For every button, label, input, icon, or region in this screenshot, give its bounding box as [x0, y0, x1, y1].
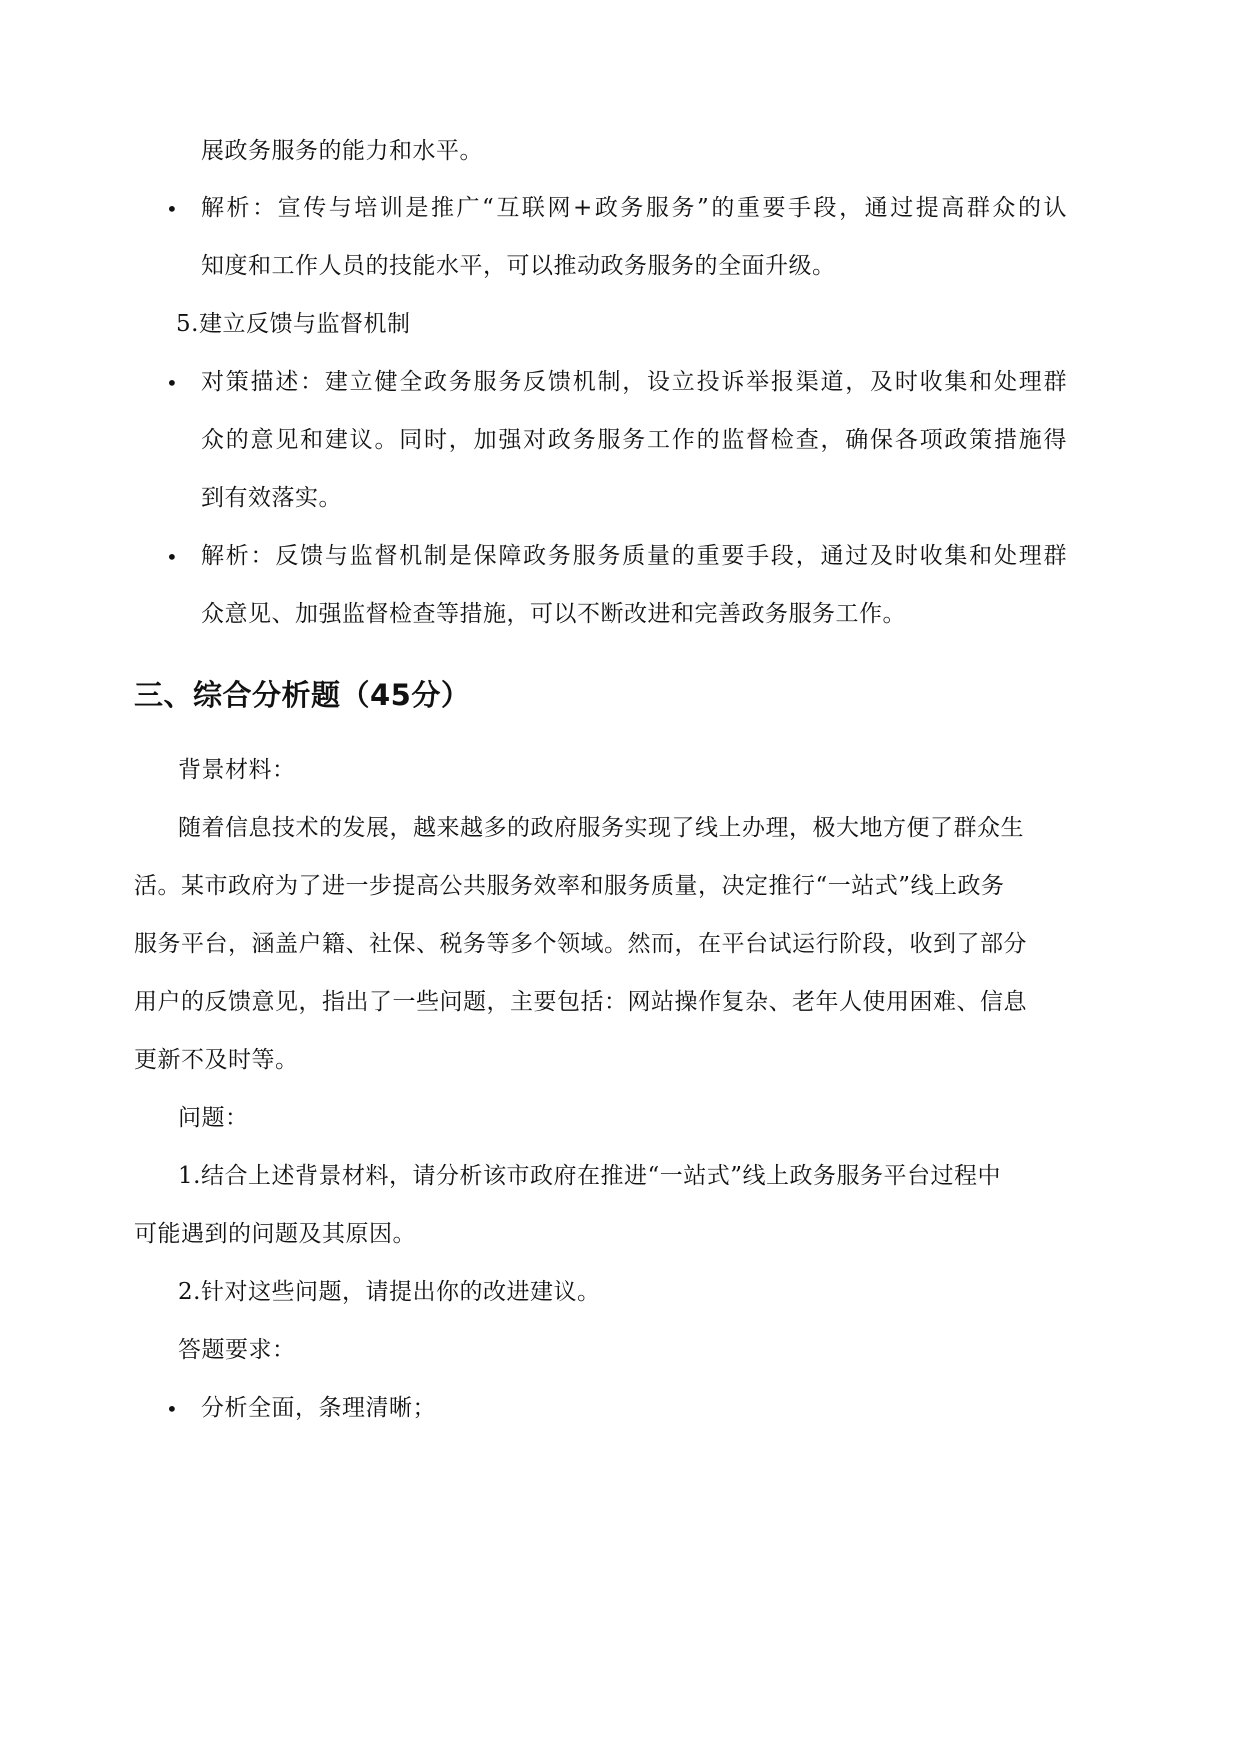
background-line: 随着信息技术的发展，越来越多的政府服务实现了线上办理，极大地方便了群众生 [178, 815, 1024, 841]
question-2: 2.针对这些问题，请提出你的改进建议。 [178, 1279, 601, 1305]
bullet-icon: • [166, 371, 178, 395]
question-1-line: 1.结合上述背景材料，请分析该市政府在推进“一站式”线上政务服务平台过程中 [178, 1163, 1001, 1189]
paragraph-continuation: 展政务服务的能力和水平。 [201, 138, 483, 164]
requirements-label: 答题要求： [178, 1337, 296, 1363]
background-line: 服务平台，涵盖户籍、社保、税务等多个领域。然而，在平台试运行阶段，收到了部分 [134, 931, 1027, 957]
bullet-icon: • [166, 545, 178, 569]
bullet-icon: • [166, 197, 178, 221]
analysis-line: 解析：宣传与培训是推广“互联网+政务服务”的重要手段，通过提高群众的认 [201, 195, 1067, 221]
question-1-line: 可能遇到的问题及其原因。 [134, 1221, 416, 1247]
measure-line: 对策描述：建立健全政务服务反馈机制，设立投诉举报渠道，及时收集和处理群 [201, 369, 1067, 395]
background-line: 用户的反馈意见，指出了一些问题，主要包括：网站操作复杂、老年人使用困难、信息 [134, 989, 1027, 1015]
requirement-item: 分析全面，条理清晰； [201, 1395, 436, 1421]
section-heading: 三、综合分析题（45分） [134, 678, 471, 712]
analysis-line: 解析：反馈与监督机制是保障政务服务质量的重要手段，通过及时收集和处理群 [201, 543, 1067, 569]
item-title: 5.建立反馈与监督机制 [176, 311, 411, 337]
measure-line: 众的意见和建议。同时，加强对政务服务工作的监督检查，确保各项政策措施得 [201, 427, 1067, 453]
analysis-line: 众意见、加强监督检查等措施，可以不断改进和完善政务服务工作。 [201, 601, 906, 627]
background-line: 活。某市政府为了进一步提高公共服务效率和服务质量，决定推行“一站式”线上政务 [134, 873, 1005, 899]
background-label: 背景材料： [178, 757, 296, 783]
question-label: 问题： [178, 1105, 249, 1131]
background-line: 更新不及时等。 [134, 1047, 299, 1073]
bullet-icon: • [166, 1397, 178, 1421]
measure-line: 到有效落实。 [201, 485, 342, 511]
analysis-line: 知度和工作人员的技能水平，可以推动政务服务的全面升级。 [201, 253, 836, 279]
